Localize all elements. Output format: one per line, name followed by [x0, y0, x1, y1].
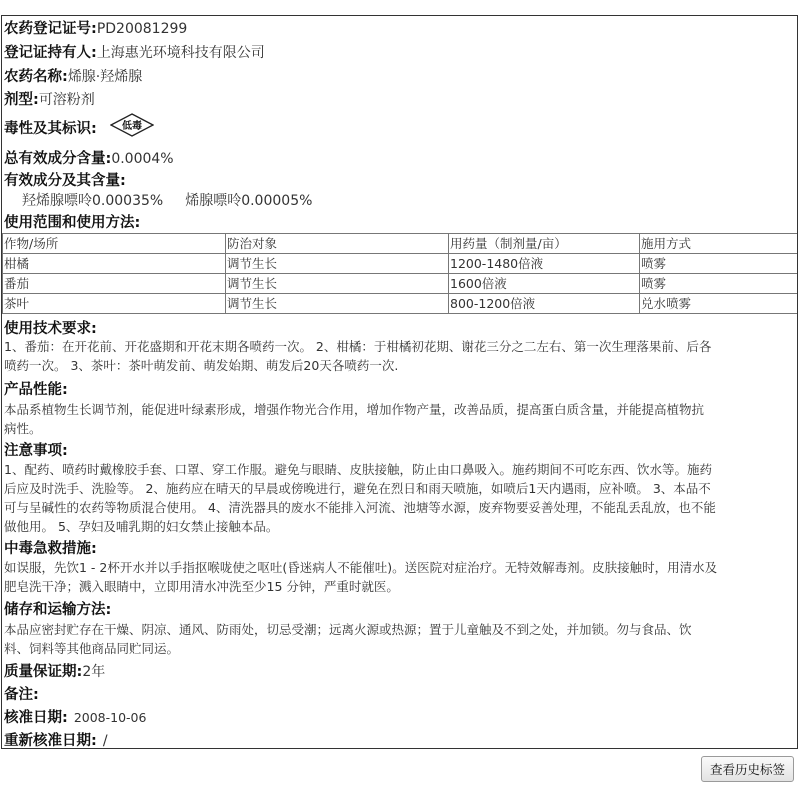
cell-dosage: 1600倍液: [449, 274, 640, 294]
cell-crop: 茶叶: [3, 294, 226, 314]
first-aid-text: [4, 558, 795, 596]
cell-dosage: 1200-1480倍液: [449, 254, 640, 274]
text-line: 如误服，先饮1 - 2杯开水并以手指抠喉咙使之呕吐(昏迷病人不能催吐)。送医院对症治疗。无特效解毒剂。皮肤接触时，用清水及: [4, 560, 718, 575]
cell-method: 兑水喷雾: [640, 294, 799, 314]
text-line: 后应及时洗手、洗脸等。 2、施药应在晴天的早晨或傍晚进行，避免在烈日和雨天喷施，如喷后1天内遇雨，应补喷。 3、本品不: [4, 481, 711, 496]
registration-no-row: [4, 18, 187, 39]
active-ingredients-label: 有效成分及其含量:: [4, 173, 126, 189]
text-line: 病性。: [4, 421, 42, 436]
usage-table: [2, 233, 798, 314]
tech-requirements-text: [4, 337, 795, 375]
first-aid-label: 中毒急救措施:: [4, 541, 97, 557]
registration-no-label: 农药登记证号:: [4, 21, 97, 37]
text-line: 1、番茄：在开花前、开花盛期和开花末期各喷药一次。 2、柑橘：于柑橘初花期、谢花三分之二左右、第一次生理落果前、后各: [4, 339, 712, 354]
approval-date-row: [4, 707, 146, 728]
storage-label: 储存和运输方法:: [4, 602, 112, 618]
table-row: [3, 294, 799, 314]
precautions-label: 注意事项:: [4, 443, 68, 459]
remarks-row: [4, 684, 39, 705]
storage-text: [4, 620, 795, 658]
text-line: 本品应密封贮存在干燥、阴凉、通风、防雨处，切忌受潮；远离火源或热源；置于儿童触及不到之处，并加锁。勿与食品、饮: [4, 622, 692, 637]
performance-text: [4, 400, 795, 438]
approval-date-label: 核准日期:: [4, 710, 68, 726]
active-ingredient-1: 羟烯腺嘌呤0.00035%: [22, 193, 164, 209]
text-line: 喷药一次。 3、茶叶：茶叶萌发前、萌发始期、萌发后20天各喷药一次.: [4, 358, 399, 373]
formulation-label: 剂型:: [4, 92, 39, 108]
performance-label: 产品性能:: [4, 382, 68, 398]
text-line: 1、配药、喷药时戴橡胶手套、口罩、穿工作服。避免与眼睛、皮肤接触，防止由口鼻吸入。施药期间不可吃东西、饮水等。施药: [4, 462, 712, 477]
text-line: 本品系植物生长调节剂，能促进叶绿素形成，增强作物光合作用，增加作物产量，改善品质，提高蛋白质含量，并能提高植物抗: [4, 402, 705, 417]
header-method: 施用方式: [640, 234, 799, 254]
header-dosage: 用药量（制剂量/亩）: [449, 234, 640, 254]
cell-target: 调节生长: [226, 254, 449, 274]
registration-no-value: PD20081299: [96, 21, 188, 37]
text-line: 做他用。 5、孕妇及哺乳期的妇女禁止接触本品。: [4, 519, 279, 534]
shelf-life-row: [4, 661, 105, 682]
table-header-row: [3, 234, 799, 254]
cell-target: 调节生长: [226, 274, 449, 294]
pesticide-name-label: 农药名称:: [4, 69, 68, 85]
label-panel: [1, 15, 798, 749]
holder-value: 上海惠光环境科技有限公司: [96, 45, 265, 61]
approval-date-value: 2008-10-06: [73, 710, 147, 725]
active-ingredient-2: 烯腺嘌呤0.00005%: [185, 193, 313, 209]
text-line: 可与呈碱性的农药等物质混合使用。 4、清洗器具的废水不能排入河流、池塘等水源，废弃物要妥善处理，不能乱丢乱放，也不能: [4, 500, 716, 515]
toxicity-badge-text: 低毒: [121, 121, 142, 132]
view-history-label-button[interactable]: 查看历史标签: [701, 756, 794, 782]
cell-crop: 柑橘: [3, 254, 226, 274]
cell-target: 调节生长: [226, 294, 449, 314]
cell-method: 喷雾: [640, 274, 799, 294]
reapproval-date-row: [4, 730, 108, 749]
tech-requirements-label: 使用技术要求:: [4, 321, 97, 337]
active-ingredients-list: [22, 191, 312, 211]
formulation-value: 可溶粉剂: [38, 92, 95, 108]
reapproval-date-label: 重新核准日期:: [4, 733, 97, 749]
total-content-row: [4, 148, 174, 169]
shelf-life-label: 质量保证期:: [4, 664, 83, 680]
cell-dosage: 800-1200倍液: [449, 294, 640, 314]
formulation-row: [4, 89, 95, 110]
holder-row: [4, 42, 265, 63]
toxicity-row: [4, 113, 154, 144]
total-content-label: 总有效成分含量:: [4, 151, 112, 167]
shelf-life-value: 2年: [82, 664, 106, 680]
remarks-label: 备注:: [4, 687, 39, 703]
text-line: 料、饲料等其他商品同贮同运。: [4, 641, 180, 656]
text-line: 肥皂洗干净；溅入眼睛中，立即用清水冲洗至少15 分钟，严重时就医。: [4, 579, 399, 594]
reapproval-date-value: /: [102, 733, 108, 749]
header-crop: 作物/场所: [3, 234, 226, 254]
cell-crop: 番茄: [3, 274, 226, 294]
pesticide-name-row: [4, 66, 142, 87]
cell-method: 喷雾: [640, 254, 799, 274]
pesticide-name-value: 烯腺·羟烯腺: [67, 69, 143, 85]
usage-label: 使用范围和使用方法:: [4, 215, 141, 231]
table-row: [3, 254, 799, 274]
toxicity-label: 毒性及其标识:: [4, 121, 97, 137]
holder-label: 登记证持有人:: [4, 45, 97, 61]
total-content-value: 0.0004%: [111, 151, 174, 167]
table-row: [3, 274, 799, 294]
precautions-text: [4, 460, 795, 536]
header-target: 防治对象: [226, 234, 449, 254]
low-toxicity-diamond-icon: [110, 113, 154, 144]
